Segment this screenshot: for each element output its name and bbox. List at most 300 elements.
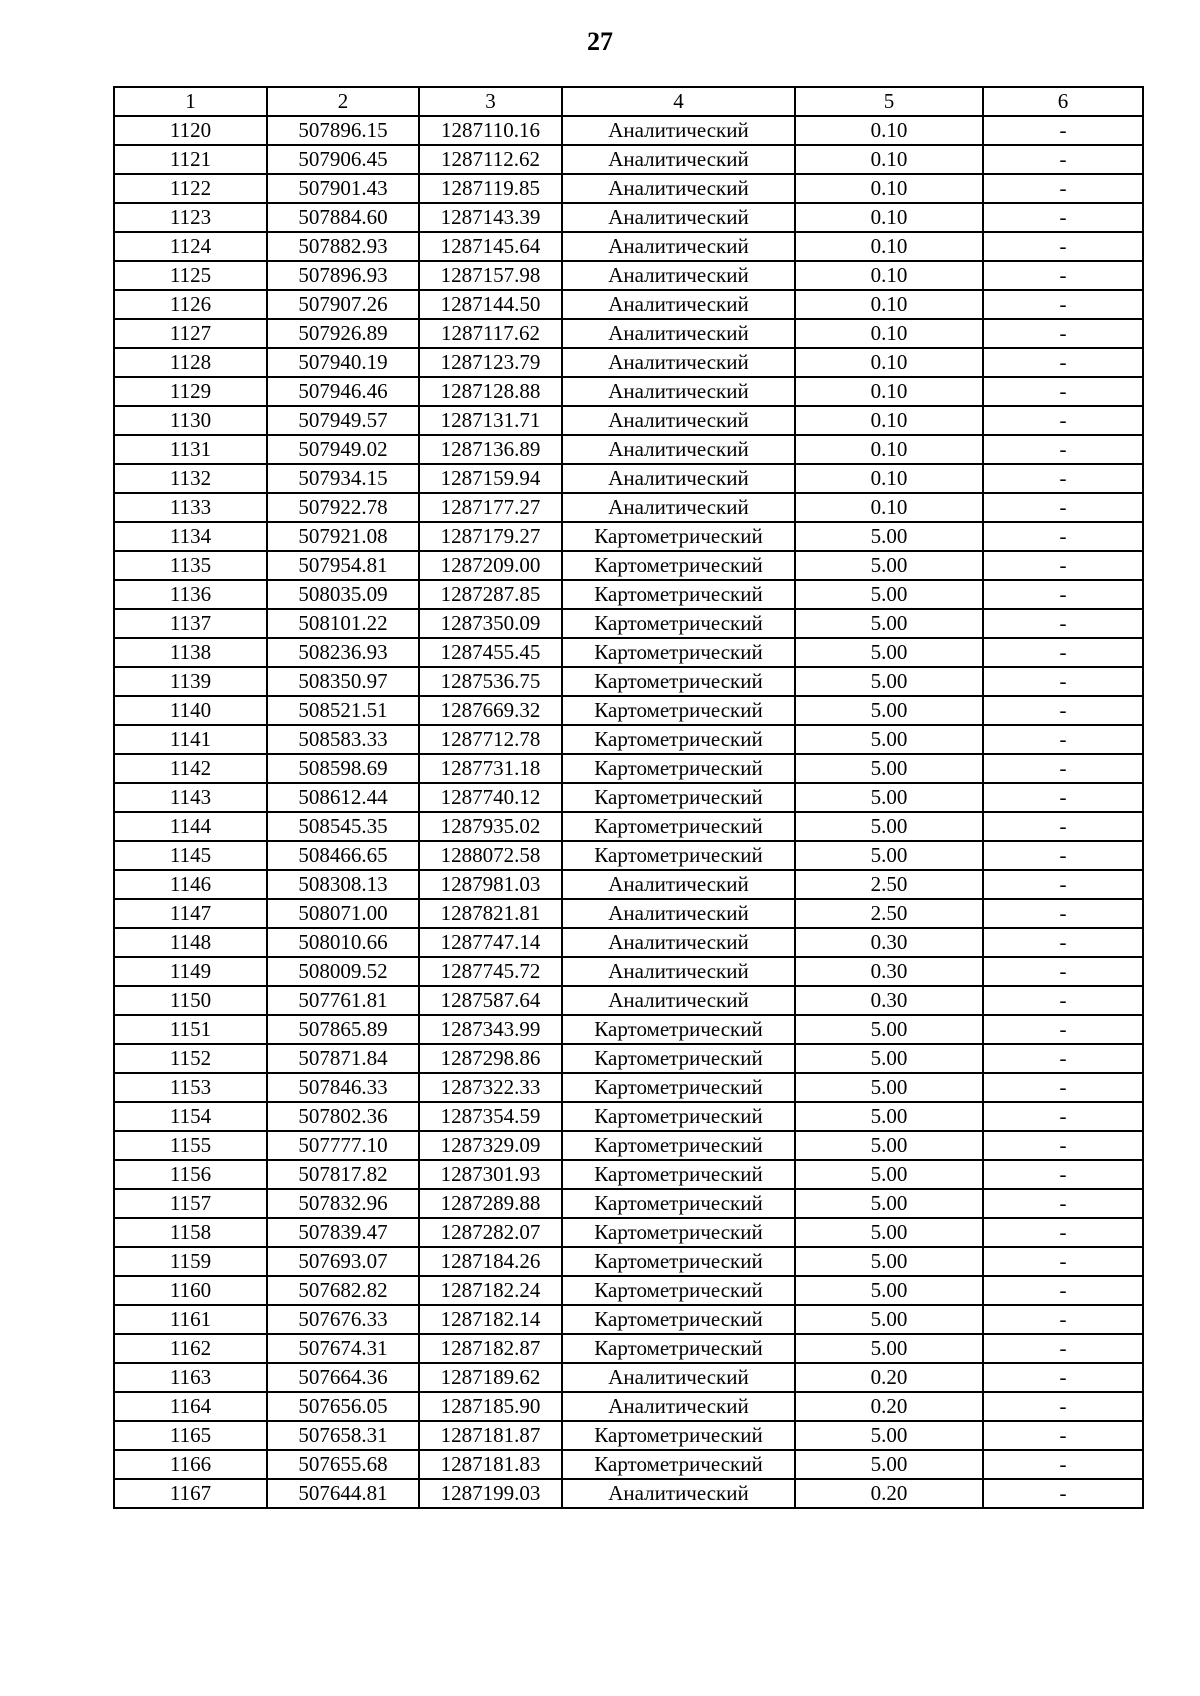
y-coordinate-cell: 1287322.33 [419, 1073, 562, 1102]
point-number-cell: 1136 [114, 580, 267, 609]
note-cell: - [983, 1044, 1143, 1073]
point-number-cell: 1167 [114, 1479, 267, 1508]
note-cell: - [983, 1218, 1143, 1247]
x-coordinate-cell: 507949.57 [267, 406, 419, 435]
table-row [114, 1102, 1143, 1131]
note-cell: - [983, 1131, 1143, 1160]
method-cell: Аналитический [562, 145, 795, 174]
method-cell: Аналитический [562, 493, 795, 522]
point-number-cell: 1153 [114, 1073, 267, 1102]
point-number-cell: 1146 [114, 870, 267, 899]
accuracy-cell: 5.00 [795, 1334, 983, 1363]
method-cell: Картометрический [562, 1450, 795, 1479]
x-coordinate-cell: 507954.81 [267, 551, 419, 580]
x-coordinate-cell: 507658.31 [267, 1421, 419, 1450]
x-coordinate-cell: 507896.93 [267, 261, 419, 290]
point-number-cell: 1162 [114, 1334, 267, 1363]
point-number-cell: 1151 [114, 1015, 267, 1044]
method-cell: Картометрический [562, 522, 795, 551]
column-header: 3 [419, 87, 562, 116]
x-coordinate-cell: 507676.33 [267, 1305, 419, 1334]
y-coordinate-cell: 1287189.62 [419, 1363, 562, 1392]
note-cell: - [983, 870, 1143, 899]
note-cell: - [983, 464, 1143, 493]
method-cell: Картометрический [562, 841, 795, 870]
table-row [114, 261, 1143, 290]
method-cell: Картометрический [562, 551, 795, 580]
method-cell: Аналитический [562, 435, 795, 464]
accuracy-cell: 0.10 [795, 406, 983, 435]
y-coordinate-cell: 1287119.85 [419, 174, 562, 203]
accuracy-cell: 0.30 [795, 957, 983, 986]
x-coordinate-cell: 507664.36 [267, 1363, 419, 1392]
method-cell: Картометрический [562, 725, 795, 754]
accuracy-cell: 0.10 [795, 261, 983, 290]
method-cell: Аналитический [562, 870, 795, 899]
x-coordinate-cell: 507922.78 [267, 493, 419, 522]
point-number-cell: 1123 [114, 203, 267, 232]
table-row [114, 870, 1143, 899]
y-coordinate-cell: 1287145.64 [419, 232, 562, 261]
y-coordinate-cell: 1287185.90 [419, 1392, 562, 1421]
accuracy-cell: 5.00 [795, 725, 983, 754]
point-number-cell: 1124 [114, 232, 267, 261]
y-coordinate-cell: 1287179.27 [419, 522, 562, 551]
note-cell: - [983, 1305, 1143, 1334]
method-cell: Картометрический [562, 1421, 795, 1450]
y-coordinate-cell: 1287182.87 [419, 1334, 562, 1363]
accuracy-cell: 5.00 [795, 551, 983, 580]
table-row [114, 1160, 1143, 1189]
y-coordinate-cell: 1287821.81 [419, 899, 562, 928]
accuracy-cell: 5.00 [795, 638, 983, 667]
y-coordinate-cell: 1287669.32 [419, 696, 562, 725]
y-coordinate-cell: 1287282.07 [419, 1218, 562, 1247]
note-cell: - [983, 957, 1143, 986]
method-cell: Аналитический [562, 290, 795, 319]
method-cell: Аналитический [562, 203, 795, 232]
accuracy-cell: 5.00 [795, 841, 983, 870]
note-cell: - [983, 493, 1143, 522]
point-number-cell: 1159 [114, 1247, 267, 1276]
y-coordinate-cell: 1287131.71 [419, 406, 562, 435]
method-cell: Картометрический [562, 580, 795, 609]
accuracy-cell: 0.10 [795, 290, 983, 319]
column-header: 4 [562, 87, 795, 116]
note-cell: - [983, 1073, 1143, 1102]
table-row [114, 1131, 1143, 1160]
table-row [114, 464, 1143, 493]
table-row [114, 203, 1143, 232]
y-coordinate-cell: 1287350.09 [419, 609, 562, 638]
table-row [114, 957, 1143, 986]
accuracy-cell: 5.00 [795, 754, 983, 783]
accuracy-cell: 5.00 [795, 1189, 983, 1218]
accuracy-cell: 5.00 [795, 609, 983, 638]
x-coordinate-cell: 507839.47 [267, 1218, 419, 1247]
x-coordinate-cell: 508598.69 [267, 754, 419, 783]
y-coordinate-cell: 1287181.87 [419, 1421, 562, 1450]
accuracy-cell: 5.00 [795, 1276, 983, 1305]
x-coordinate-cell: 507846.33 [267, 1073, 419, 1102]
x-coordinate-cell: 508466.65 [267, 841, 419, 870]
table-row [114, 1450, 1143, 1479]
accuracy-cell: 5.00 [795, 812, 983, 841]
y-coordinate-cell: 1287354.59 [419, 1102, 562, 1131]
y-coordinate-cell: 1287143.39 [419, 203, 562, 232]
accuracy-cell: 5.00 [795, 667, 983, 696]
method-cell: Картометрический [562, 1102, 795, 1131]
x-coordinate-cell: 508009.52 [267, 957, 419, 986]
method-cell: Картометрический [562, 1189, 795, 1218]
method-cell: Картометрический [562, 1305, 795, 1334]
accuracy-cell: 0.10 [795, 464, 983, 493]
y-coordinate-cell: 1287159.94 [419, 464, 562, 493]
y-coordinate-cell: 1287117.62 [419, 319, 562, 348]
note-cell: - [983, 377, 1143, 406]
y-coordinate-cell: 1287712.78 [419, 725, 562, 754]
method-cell: Картометрический [562, 1131, 795, 1160]
x-coordinate-cell: 508101.22 [267, 609, 419, 638]
x-coordinate-cell: 507682.82 [267, 1276, 419, 1305]
table-row [114, 1189, 1143, 1218]
y-coordinate-cell: 1287184.26 [419, 1247, 562, 1276]
table-row [114, 754, 1143, 783]
note-cell: - [983, 1160, 1143, 1189]
column-header: 6 [983, 87, 1143, 116]
table-row [114, 493, 1143, 522]
accuracy-cell: 0.20 [795, 1363, 983, 1392]
coordinates-table [113, 86, 1144, 1509]
table-row [114, 986, 1143, 1015]
table-row [114, 145, 1143, 174]
x-coordinate-cell: 507882.93 [267, 232, 419, 261]
x-coordinate-cell: 507907.26 [267, 290, 419, 319]
x-coordinate-cell: 507674.31 [267, 1334, 419, 1363]
point-number-cell: 1150 [114, 986, 267, 1015]
y-coordinate-cell: 1288072.58 [419, 841, 562, 870]
point-number-cell: 1130 [114, 406, 267, 435]
method-cell: Картометрический [562, 783, 795, 812]
x-coordinate-cell: 507921.08 [267, 522, 419, 551]
y-coordinate-cell: 1287182.14 [419, 1305, 562, 1334]
point-number-cell: 1135 [114, 551, 267, 580]
note-cell: - [983, 348, 1143, 377]
table-row [114, 1334, 1143, 1363]
table-row [114, 377, 1143, 406]
note-cell: - [983, 232, 1143, 261]
column-header: 5 [795, 87, 983, 116]
table-header [114, 87, 1143, 116]
y-coordinate-cell: 1287110.16 [419, 116, 562, 145]
table-row [114, 725, 1143, 754]
note-cell: - [983, 986, 1143, 1015]
method-cell: Аналитический [562, 261, 795, 290]
x-coordinate-cell: 508350.97 [267, 667, 419, 696]
method-cell: Картометрический [562, 1073, 795, 1102]
y-coordinate-cell: 1287136.89 [419, 435, 562, 464]
x-coordinate-cell: 507906.45 [267, 145, 419, 174]
table-row [114, 551, 1143, 580]
y-coordinate-cell: 1287745.72 [419, 957, 562, 986]
point-number-cell: 1122 [114, 174, 267, 203]
x-coordinate-cell: 507901.43 [267, 174, 419, 203]
y-coordinate-cell: 1287587.64 [419, 986, 562, 1015]
y-coordinate-cell: 1287177.27 [419, 493, 562, 522]
method-cell: Картометрический [562, 1334, 795, 1363]
x-coordinate-cell: 508583.33 [267, 725, 419, 754]
accuracy-cell: 0.30 [795, 928, 983, 957]
accuracy-cell: 5.00 [795, 580, 983, 609]
table-row [114, 841, 1143, 870]
note-cell: - [983, 696, 1143, 725]
accuracy-cell: 5.00 [795, 783, 983, 812]
y-coordinate-cell: 1287329.09 [419, 1131, 562, 1160]
header-row [114, 87, 1143, 116]
y-coordinate-cell: 1287731.18 [419, 754, 562, 783]
method-cell: Аналитический [562, 928, 795, 957]
note-cell: - [983, 1189, 1143, 1218]
table-row [114, 1073, 1143, 1102]
y-coordinate-cell: 1287298.86 [419, 1044, 562, 1073]
accuracy-cell: 5.00 [795, 1247, 983, 1276]
table-row [114, 319, 1143, 348]
method-cell: Аналитический [562, 1479, 795, 1508]
accuracy-cell: 0.10 [795, 377, 983, 406]
note-cell: - [983, 609, 1143, 638]
table-row [114, 348, 1143, 377]
table-body [114, 116, 1143, 1508]
method-cell: Картометрический [562, 1160, 795, 1189]
x-coordinate-cell: 508521.51 [267, 696, 419, 725]
note-cell: - [983, 1015, 1143, 1044]
note-cell: - [983, 435, 1143, 464]
note-cell: - [983, 1363, 1143, 1392]
accuracy-cell: 5.00 [795, 1421, 983, 1450]
accuracy-cell: 2.50 [795, 870, 983, 899]
y-coordinate-cell: 1287128.88 [419, 377, 562, 406]
note-cell: - [983, 290, 1143, 319]
note-cell: - [983, 261, 1143, 290]
note-cell: - [983, 406, 1143, 435]
method-cell: Аналитический [562, 232, 795, 261]
point-number-cell: 1141 [114, 725, 267, 754]
table-row [114, 1247, 1143, 1276]
x-coordinate-cell: 507802.36 [267, 1102, 419, 1131]
point-number-cell: 1157 [114, 1189, 267, 1218]
point-number-cell: 1129 [114, 377, 267, 406]
method-cell: Аналитический [562, 319, 795, 348]
y-coordinate-cell: 1287536.75 [419, 667, 562, 696]
accuracy-cell: 0.10 [795, 319, 983, 348]
note-cell: - [983, 116, 1143, 145]
x-coordinate-cell: 507693.07 [267, 1247, 419, 1276]
note-cell: - [983, 1479, 1143, 1508]
table-row [114, 1276, 1143, 1305]
note-cell: - [983, 899, 1143, 928]
x-coordinate-cell: 507896.15 [267, 116, 419, 145]
method-cell: Картометрический [562, 1015, 795, 1044]
note-cell: - [983, 1247, 1143, 1276]
x-coordinate-cell: 508308.13 [267, 870, 419, 899]
method-cell: Аналитический [562, 406, 795, 435]
accuracy-cell: 5.00 [795, 1218, 983, 1247]
table-row [114, 522, 1143, 551]
method-cell: Аналитический [562, 986, 795, 1015]
x-coordinate-cell: 507946.46 [267, 377, 419, 406]
accuracy-cell: 0.10 [795, 232, 983, 261]
method-cell: Картометрический [562, 696, 795, 725]
y-coordinate-cell: 1287301.93 [419, 1160, 562, 1189]
table-row [114, 1044, 1143, 1073]
point-number-cell: 1152 [114, 1044, 267, 1073]
y-coordinate-cell: 1287289.88 [419, 1189, 562, 1218]
note-cell: - [983, 928, 1143, 957]
x-coordinate-cell: 507817.82 [267, 1160, 419, 1189]
y-coordinate-cell: 1287182.24 [419, 1276, 562, 1305]
note-cell: - [983, 551, 1143, 580]
accuracy-cell: 0.10 [795, 435, 983, 464]
point-number-cell: 1155 [114, 1131, 267, 1160]
y-coordinate-cell: 1287144.50 [419, 290, 562, 319]
accuracy-cell: 5.00 [795, 1102, 983, 1131]
x-coordinate-cell: 507655.68 [267, 1450, 419, 1479]
point-number-cell: 1139 [114, 667, 267, 696]
point-number-cell: 1134 [114, 522, 267, 551]
table-row [114, 638, 1143, 667]
note-cell: - [983, 667, 1143, 696]
table-row [114, 232, 1143, 261]
y-coordinate-cell: 1287981.03 [419, 870, 562, 899]
accuracy-cell: 2.50 [795, 899, 983, 928]
method-cell: Аналитический [562, 1392, 795, 1421]
x-coordinate-cell: 507940.19 [267, 348, 419, 377]
point-number-cell: 1149 [114, 957, 267, 986]
point-number-cell: 1137 [114, 609, 267, 638]
y-coordinate-cell: 1287747.14 [419, 928, 562, 957]
x-coordinate-cell: 508545.35 [267, 812, 419, 841]
method-cell: Картометрический [562, 1044, 795, 1073]
method-cell: Картометрический [562, 1218, 795, 1247]
method-cell: Картометрический [562, 667, 795, 696]
point-number-cell: 1138 [114, 638, 267, 667]
note-cell: - [983, 522, 1143, 551]
note-cell: - [983, 1421, 1143, 1450]
table-row [114, 116, 1143, 145]
note-cell: - [983, 754, 1143, 783]
x-coordinate-cell: 507656.05 [267, 1392, 419, 1421]
note-cell: - [983, 1102, 1143, 1131]
note-cell: - [983, 841, 1143, 870]
x-coordinate-cell: 507777.10 [267, 1131, 419, 1160]
x-coordinate-cell: 507865.89 [267, 1015, 419, 1044]
table-row [114, 928, 1143, 957]
method-cell: Картометрический [562, 1247, 795, 1276]
accuracy-cell: 0.10 [795, 493, 983, 522]
x-coordinate-cell: 508010.66 [267, 928, 419, 957]
table-row [114, 1218, 1143, 1247]
x-coordinate-cell: 508071.00 [267, 899, 419, 928]
point-number-cell: 1125 [114, 261, 267, 290]
page-number: 27 [587, 27, 613, 56]
accuracy-cell: 5.00 [795, 1131, 983, 1160]
table-row [114, 1305, 1143, 1334]
table-row [114, 406, 1143, 435]
y-coordinate-cell: 1287181.83 [419, 1450, 562, 1479]
accuracy-cell: 0.10 [795, 145, 983, 174]
column-header: 2 [267, 87, 419, 116]
y-coordinate-cell: 1287287.85 [419, 580, 562, 609]
note-cell: - [983, 319, 1143, 348]
method-cell: Аналитический [562, 348, 795, 377]
note-cell: - [983, 1392, 1143, 1421]
y-coordinate-cell: 1287112.62 [419, 145, 562, 174]
point-number-cell: 1140 [114, 696, 267, 725]
table-row [114, 899, 1143, 928]
point-number-cell: 1158 [114, 1218, 267, 1247]
note-cell: - [983, 812, 1143, 841]
method-cell: Картометрический [562, 638, 795, 667]
point-number-cell: 1166 [114, 1450, 267, 1479]
method-cell: Аналитический [562, 464, 795, 493]
table-row [114, 580, 1143, 609]
table-row [114, 696, 1143, 725]
accuracy-cell: 5.00 [795, 1015, 983, 1044]
point-number-cell: 1165 [114, 1421, 267, 1450]
point-number-cell: 1128 [114, 348, 267, 377]
x-coordinate-cell: 507934.15 [267, 464, 419, 493]
x-coordinate-cell: 507926.89 [267, 319, 419, 348]
accuracy-cell: 5.00 [795, 696, 983, 725]
method-cell: Картометрический [562, 812, 795, 841]
method-cell: Картометрический [562, 609, 795, 638]
point-number-cell: 1144 [114, 812, 267, 841]
accuracy-cell: 5.00 [795, 1073, 983, 1102]
point-number-cell: 1133 [114, 493, 267, 522]
y-coordinate-cell: 1287740.12 [419, 783, 562, 812]
accuracy-cell: 0.10 [795, 203, 983, 232]
y-coordinate-cell: 1287199.03 [419, 1479, 562, 1508]
point-number-cell: 1131 [114, 435, 267, 464]
x-coordinate-cell: 507644.81 [267, 1479, 419, 1508]
x-coordinate-cell: 507761.81 [267, 986, 419, 1015]
y-coordinate-cell: 1287455.45 [419, 638, 562, 667]
point-number-cell: 1121 [114, 145, 267, 174]
y-coordinate-cell: 1287123.79 [419, 348, 562, 377]
note-cell: - [983, 1334, 1143, 1363]
point-number-cell: 1132 [114, 464, 267, 493]
point-number-cell: 1160 [114, 1276, 267, 1305]
point-number-cell: 1126 [114, 290, 267, 319]
method-cell: Аналитический [562, 957, 795, 986]
accuracy-cell: 0.20 [795, 1479, 983, 1508]
point-number-cell: 1163 [114, 1363, 267, 1392]
note-cell: - [983, 174, 1143, 203]
y-coordinate-cell: 1287157.98 [419, 261, 562, 290]
note-cell: - [983, 145, 1143, 174]
point-number-cell: 1148 [114, 928, 267, 957]
point-number-cell: 1154 [114, 1102, 267, 1131]
accuracy-cell: 5.00 [795, 522, 983, 551]
table-row [114, 812, 1143, 841]
table-row [114, 1421, 1143, 1450]
point-number-cell: 1143 [114, 783, 267, 812]
point-number-cell: 1156 [114, 1160, 267, 1189]
note-cell: - [983, 1450, 1143, 1479]
note-cell: - [983, 1276, 1143, 1305]
method-cell: Картометрический [562, 1276, 795, 1305]
note-cell: - [983, 725, 1143, 754]
